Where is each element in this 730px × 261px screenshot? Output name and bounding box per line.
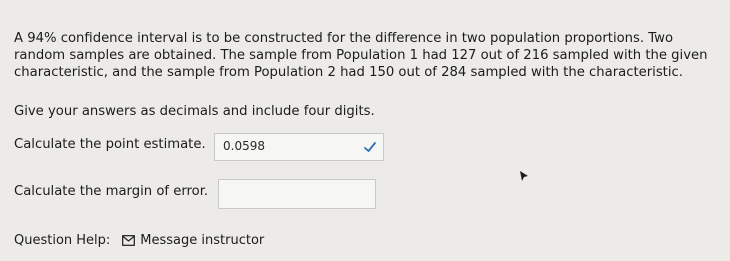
question-help-label: Question Help: [14,233,111,248]
question-row-point-estimate [14,137,206,152]
question-row-margin-of-error [14,184,208,199]
mail-icon [122,235,135,246]
check-icon [363,140,377,154]
problem-text: A 94% confidence interval is to be constructed for the difference in two population proportions. Two random samples are obtained. The sample from Population 1 had 127 out of 216 sampled with the given characteristic, and the sample from Population 2 had 150 out of 284 sampled with the characteristic. [14,31,708,80]
point-estimate-label: Calculate the point estimate. [14,137,206,152]
point-estimate-value: 0.0598 [223,139,265,153]
instruction-text: Give your answers as decimals and include four digits. [14,104,375,119]
margin-of-error-input[interactable] [218,179,376,209]
margin-of-error-label: Calculate the margin of error. [14,184,209,199]
question-help-row [14,233,264,248]
point-estimate-input[interactable] [214,133,384,161]
mouse-cursor-icon [519,170,529,182]
message-instructor-link[interactable]: Message instructor [140,233,265,248]
